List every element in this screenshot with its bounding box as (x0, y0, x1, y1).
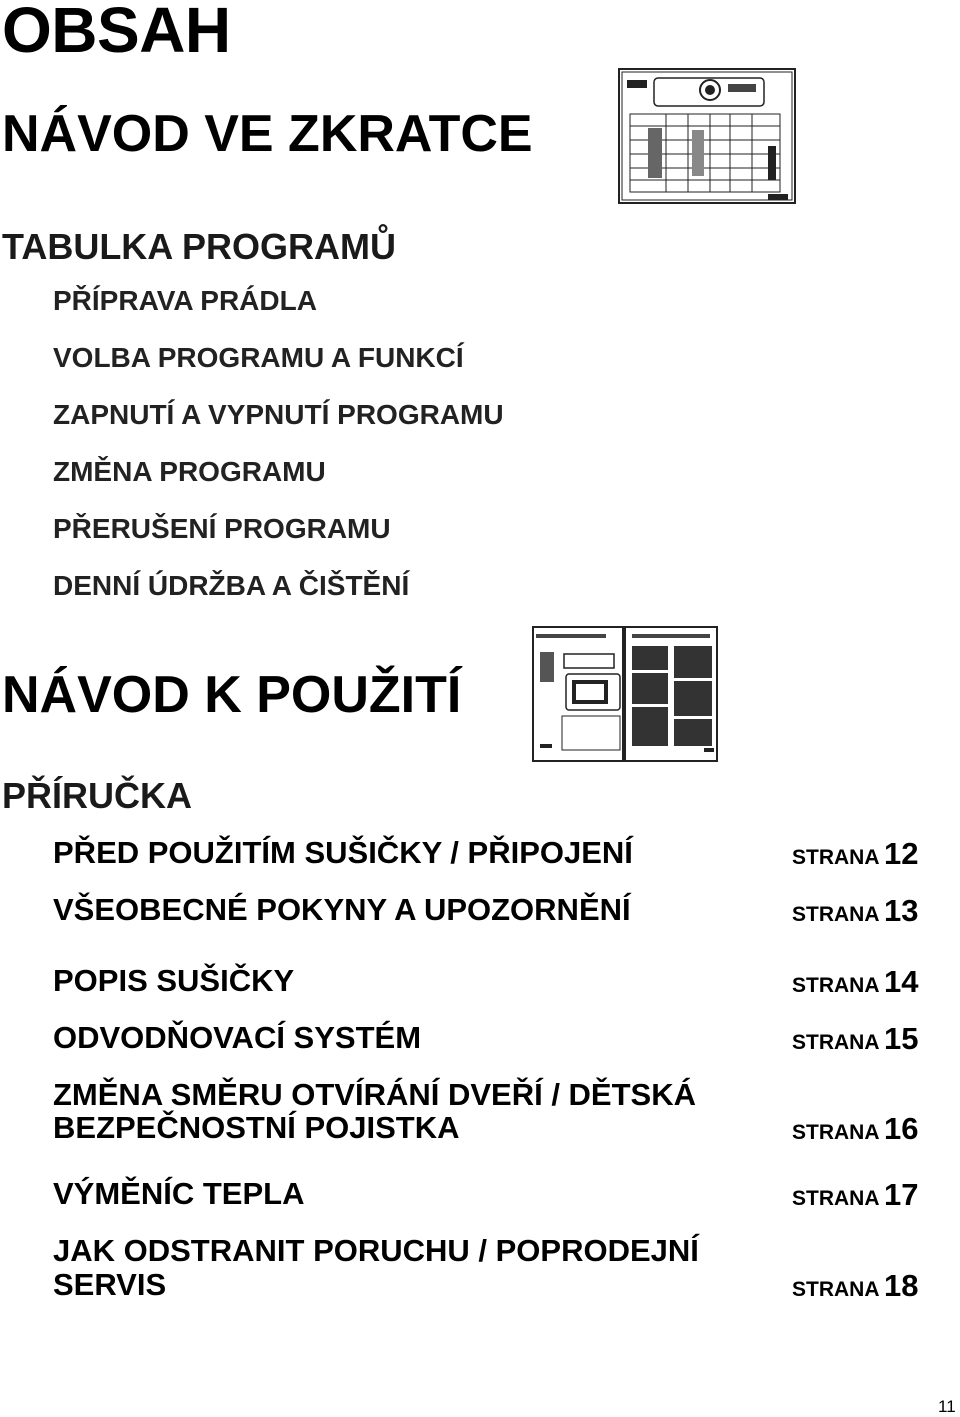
toc-entry-title: POPIS SUŠIČKY (53, 963, 295, 998)
quick-guide-item: ZAPNUTÍ A VYPNUTÍ PROGRAMU (53, 399, 504, 430)
toc-entry-page (792, 836, 918, 872)
toc-entry-title: JAK ODSTRANIT PORUCHU / POPRODEJNÍ (53, 1233, 699, 1268)
page-label: STRANA (792, 846, 880, 869)
quick-guide-item: PŘERUŠENÍ PROGRAMU (53, 513, 391, 544)
toc-entry-page (792, 1021, 918, 1057)
page-label: STRANA (792, 1278, 880, 1301)
quick-guide-item: DENNÍ ÚDRŽBA A ČIŠTĚNÍ (53, 570, 410, 601)
toc-entry-title: ODVODŇOVACÍ SYSTÉM (53, 1020, 422, 1055)
toc-entry-page (792, 1177, 918, 1213)
program-table-heading: TABULKA PROGRAMŮ (2, 226, 396, 267)
toc-entry-title: ZMĚNA SMĚRU OTVÍRÁNÍ DVEŘÍ / DĚTSKÁ (53, 1077, 696, 1112)
page-number: 14 (883, 964, 919, 999)
toc-entry-page (792, 1111, 918, 1147)
page-number: 13 (883, 893, 919, 928)
toc-entry-title: VŠEOBECNÉ POKYNY A UPOZORNĚNÍ (53, 892, 631, 927)
page-label: STRANA (792, 1187, 880, 1210)
program-table-thumbnail (618, 68, 798, 211)
page-number: 17 (883, 1177, 919, 1212)
page-label: STRANA (792, 903, 880, 926)
page-number: 16 (883, 1111, 919, 1146)
toc-entry-title-continued: SERVIS (53, 1267, 167, 1302)
page-number: 12 (883, 836, 919, 871)
page-label: STRANA (792, 1031, 880, 1054)
page-number: 15 (883, 1021, 919, 1056)
toc-entry-page (792, 893, 918, 929)
toc-entry-title-continued: BEZPEČNOSTNÍ POJISTKA (53, 1110, 460, 1145)
quick-guide-item: PŘÍPRAVA PRÁDLA (53, 285, 317, 316)
page-label: STRANA (792, 974, 880, 997)
quick-guide-heading: NÁVOD VE ZKRATCE (2, 105, 533, 163)
instructions-heading: NÁVOD K POUŽITÍ (2, 666, 462, 724)
manual-booklet-thumbnail (532, 626, 720, 769)
manual-subheading: PŘÍRUČKA (2, 775, 193, 816)
toc-entry-title: VÝMĚNÍC TEPLA (53, 1176, 305, 1211)
page-number-footer: 11 (938, 1397, 956, 1416)
toc-entry-title: PŘED POUŽITÍM SUŠIČKY / PŘIPOJENÍ (53, 835, 633, 870)
page-number: 18 (883, 1268, 919, 1303)
quick-guide-item: ZMĚNA PROGRAMU (53, 456, 326, 487)
toc-entry-page (792, 964, 918, 1000)
quick-guide-item: VOLBA PROGRAMU A FUNKCÍ (53, 342, 464, 373)
page-label: STRANA (792, 1121, 880, 1144)
page-title: OBSAH (2, 0, 231, 66)
toc-entry-page (792, 1268, 918, 1304)
